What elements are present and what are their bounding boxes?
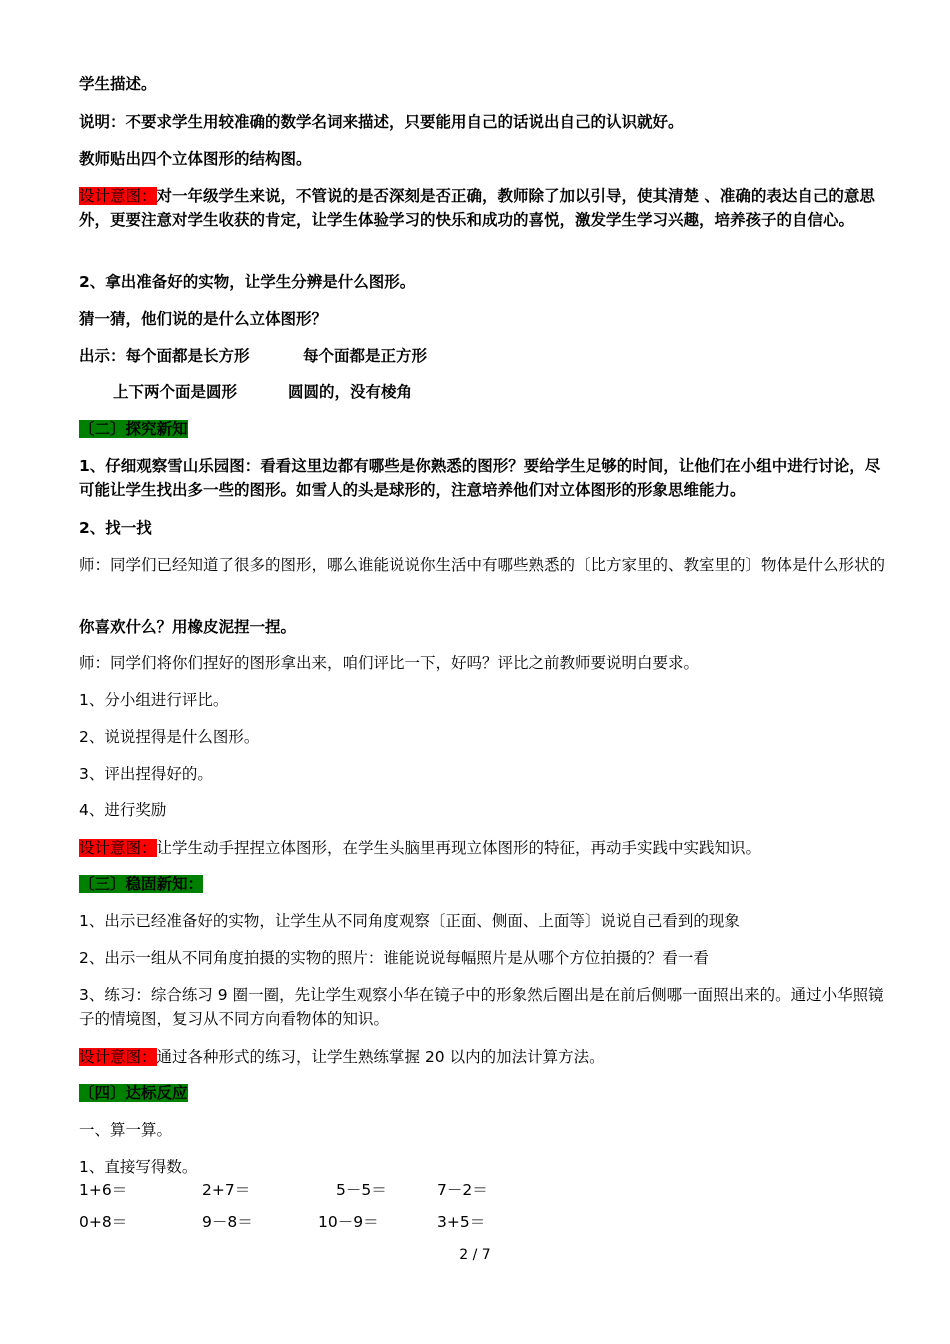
design-intent-label: 设计意图： [79, 839, 157, 857]
section-heading: 〔二〕探究新知 [79, 420, 188, 438]
text-line: 2、出示一组从不同角度拍摄的实物的照片：谁能说说每幅照片是从哪个方位拍摄的？看一看 [79, 949, 709, 967]
text-line: 2、拿出准备好的实物，让学生分辨是什么图形。 [79, 273, 416, 291]
math-problem: 3+5＝ [437, 1213, 486, 1231]
shape-clue: 每个面都是正方形 [303, 347, 428, 365]
section-heading: 〔三〕稳固新知： [79, 875, 204, 893]
design-intent-text: 让学生动手捏捏立体图形，在学生头脑里再现立体图形的特征，再动手实践中实践知识。 [156, 839, 762, 857]
math-problem: 1+6＝ [79, 1181, 128, 1199]
math-problem: 7－2＝ [437, 1181, 488, 1199]
design-intent-label: 设计意图： [79, 1048, 157, 1066]
design-intent-paragraph [79, 184, 887, 232]
list-item: 1、分小组进行评比。 [79, 691, 229, 709]
design-intent-text: 对一年级学生来说，不管说的是否深刻是否正确，教师除了加以引导，使其清楚 、准确的表达自己的意思外，更要注意对学生收获的肯定，让学生体验学习的快乐和成功的喜悦，激发学生学习兴趣，培养孩子的自信心。 [79, 187, 875, 229]
text-paragraph: 师：同学们已经知道了很多的图形，哪么谁能说说你生活中有哪些熟悉的〔比方家里的、教室里的〕物体是什么形状的 [79, 556, 886, 574]
math-problem: 2+7＝ [202, 1181, 251, 1199]
text-line: 你喜欢什么？用橡皮泥捏一捏。 [79, 618, 297, 636]
text-line: 学生描述。 [79, 75, 157, 93]
page-number: 2 / 7 [459, 1247, 491, 1263]
text-line: 说明：不要求学生用较准确的数学名词来描述，只要能用自己的话说出自己的认识就好。 [79, 113, 684, 131]
math-problem: 0+8＝ [79, 1213, 128, 1231]
design-intent-paragraph [79, 1047, 605, 1067]
text-line: 1、出示已经准备好的实物，让学生从不同角度观察〔正面、侧面、上面等〕说说自己看到的现象 [79, 912, 740, 930]
design-intent-paragraph [79, 838, 761, 858]
text-line: 猜一猜，他们说的是什么立体图形？ [79, 310, 328, 328]
text-line: 师：同学们将你们捏好的图形拿出来，咱们评比一下，好吗？评比之前教师要说明白要求。 [79, 654, 700, 672]
design-intent-text: 通过各种形式的练习，让学生熟练掌握 20 以内的加法计算方法。 [156, 1048, 605, 1066]
math-problem: 5－5＝ [336, 1181, 387, 1199]
shape-clue: 出示：每个面都是长方形 [79, 347, 250, 365]
list-item: 3、评出捏得好的。 [79, 765, 213, 783]
design-intent-label: 设计意图： [79, 187, 157, 205]
list-item: 2、说说捏得是什么图形。 [79, 728, 260, 746]
list-item: 4、进行奖励 [79, 801, 167, 819]
section-heading: 〔四〕达标反应 [79, 1084, 188, 1102]
math-problem: 10－9＝ [318, 1213, 379, 1231]
math-problem: 9－8＝ [202, 1213, 253, 1231]
text-paragraph: 3、练习：综合练习 9 圈一圈，先让学生观察小华在镜子中的形象然后圈出是在前后侧哪一面照出来的。通过小华照镜子的情境图，复习从不同方向看物体的知识。 [79, 986, 884, 1028]
text-paragraph: 1、仔细观察雪山乐园图：看看这里边都有哪些是你熟悉的图形？要给学生足够的时间，让他们在小组中进行讨论，尽可能让学生找出多一些的图形。如雪人的头是球形的，注意培养他们对立体图形的形象思维能力。 [79, 457, 881, 499]
shape-clue: 圆圆的，没有棱角 [288, 383, 413, 401]
text-line: 教师贴出四个立体图形的结构图。 [79, 150, 312, 168]
text-line: 1、直接写得数。 [79, 1158, 198, 1176]
text-line: 一、算一算。 [79, 1121, 173, 1139]
shape-clue: 上下两个面是圆形 [113, 383, 238, 401]
text-line: 2、找一找 [79, 519, 152, 537]
